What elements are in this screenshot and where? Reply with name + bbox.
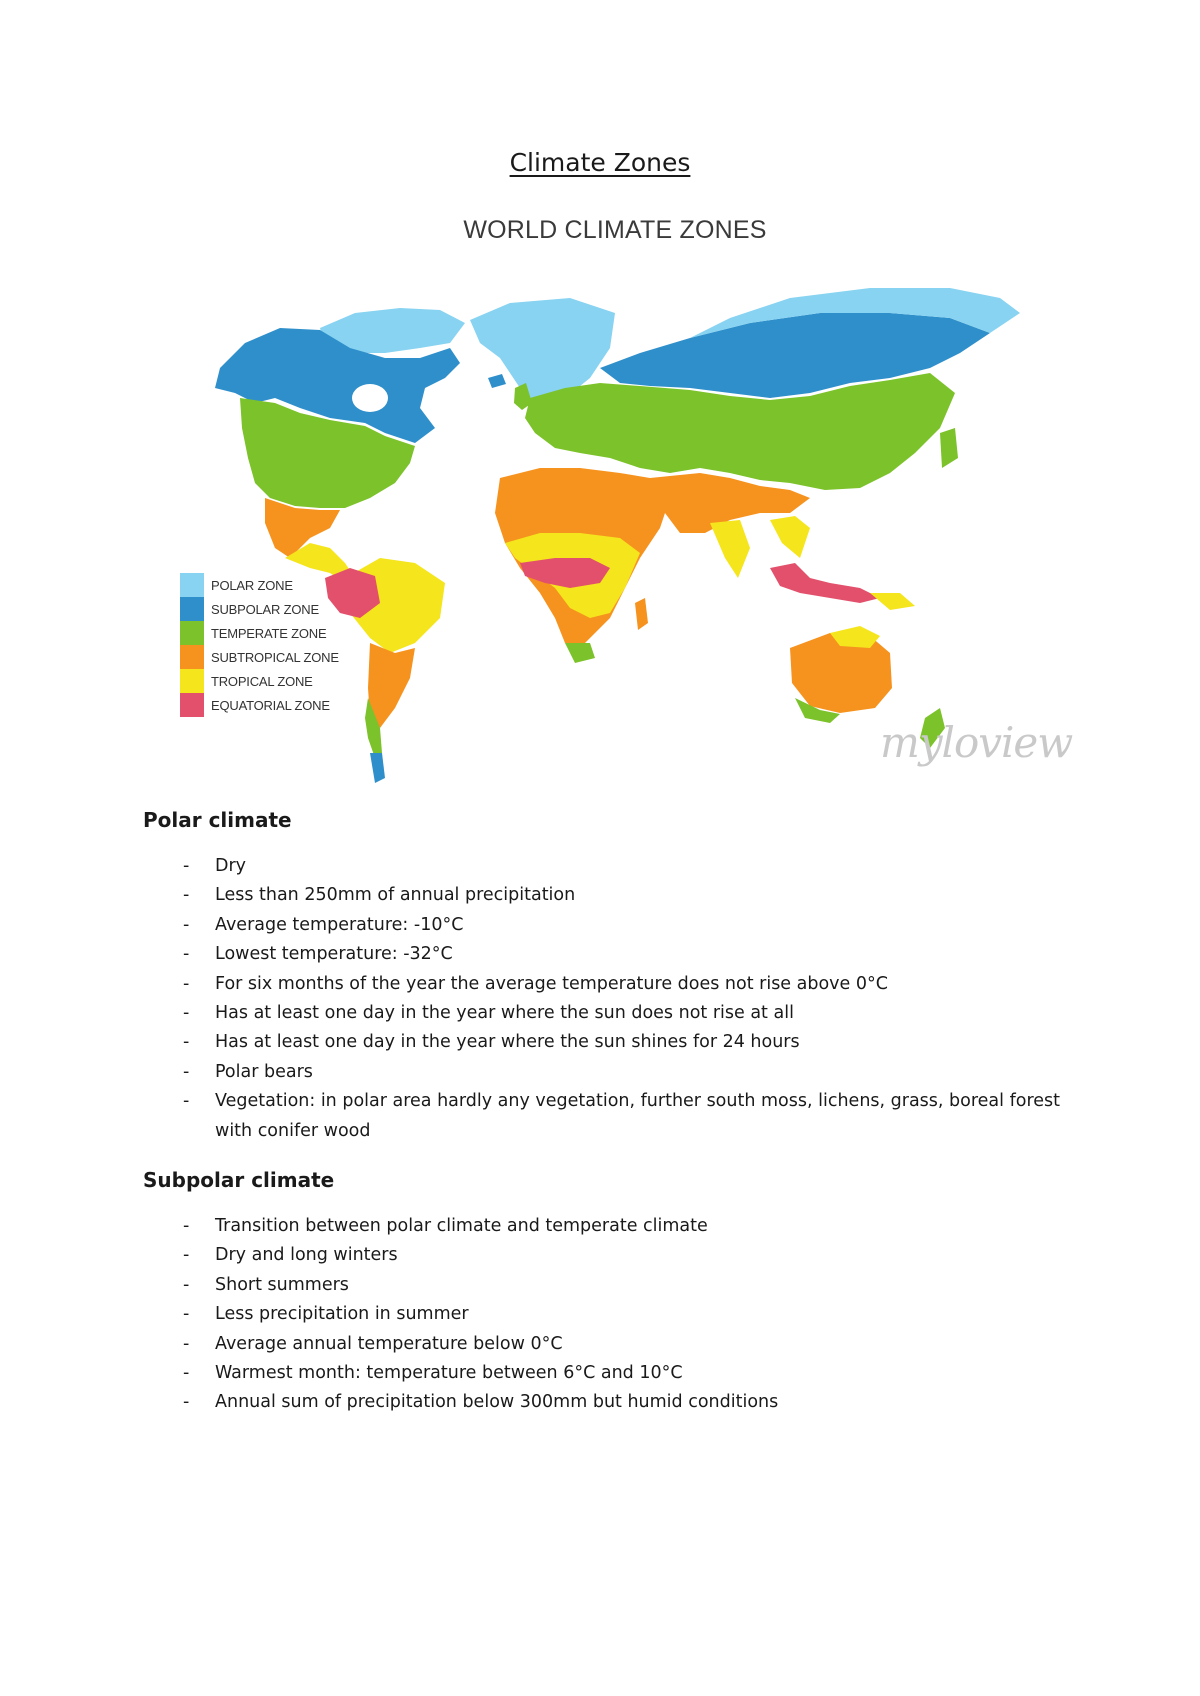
watermark-logo: myloview	[880, 718, 1073, 767]
legend-swatch	[180, 645, 204, 669]
list-item: - Dry	[183, 856, 247, 876]
legend-label: TEMPERATE ZONE	[211, 625, 327, 641]
section-polar-climate	[143, 808, 1063, 1146]
map-heading: WORLD CLIMATE ZONES	[463, 216, 767, 244]
se-asia-tropical	[770, 516, 810, 558]
list-item: - Polar bears	[183, 1061, 313, 1082]
world-climate-map-figure	[170, 208, 1073, 798]
list-item: - Short summers	[183, 1274, 349, 1295]
legend-label: SUBPOLAR ZONE	[211, 601, 319, 617]
legend-item-temperate	[180, 621, 339, 645]
new-guinea-tropical	[870, 593, 915, 610]
legend-swatch	[180, 573, 204, 597]
legend-label: POLAR ZONE	[211, 577, 293, 593]
legend-label: EQUATORIAL ZONE	[211, 697, 330, 713]
africa-temperate	[565, 643, 595, 663]
list-item: - Less precipitation in summer	[183, 1304, 469, 1325]
list-item: - Has at least one day in the year where the sun does not rise at all	[183, 1003, 794, 1024]
indonesia-equatorial	[770, 563, 880, 603]
hudson-bay	[352, 384, 388, 412]
list-item: - Lowest temperature: -32°C	[183, 944, 453, 965]
document-title: Climate Zones	[509, 148, 691, 177]
iceland-subpolar	[488, 374, 506, 388]
south-america-subtropical	[368, 643, 415, 728]
india-tropical	[710, 520, 750, 578]
legend-item-tropical	[180, 669, 339, 693]
list-item: - Average annual temperature below 0°C	[183, 1333, 563, 1354]
list-item: - Vegetation: in polar area hardly any vegetation, further south moss, lichens, grass, boreal forest with conifer wood	[183, 1091, 1060, 1141]
south-america-subpolar	[370, 753, 385, 783]
section-heading: Subpolar climate	[143, 1168, 335, 1192]
list-item: - Warmest month: temperature between 6°C and 10°C	[183, 1363, 683, 1384]
list-item: - Less than 250mm of annual precipitation	[183, 885, 576, 906]
bullet-list	[143, 852, 1063, 1146]
legend-item-subtropical	[180, 645, 339, 669]
list-item: - Annual sum of precipitation below 300mm but humid conditions	[183, 1392, 779, 1413]
list-item: - For six months of the year the average temperature does not rise above 0°C	[183, 973, 888, 994]
legend-label: SUBTROPICAL ZONE	[211, 649, 339, 665]
japan-temperate	[940, 428, 958, 468]
world-map-illustration	[170, 258, 1060, 798]
list-item: - Transition between polar climate and temperate climate	[183, 1216, 708, 1236]
legend-swatch	[180, 621, 204, 645]
legend-label: TROPICAL ZONE	[211, 673, 313, 689]
legend-item-equatorial	[180, 693, 339, 717]
map-legend	[180, 573, 339, 717]
madagascar-subtropical	[635, 598, 648, 630]
legend-swatch	[180, 669, 204, 693]
section-heading: Polar climate	[143, 808, 292, 832]
legend-swatch	[180, 693, 204, 717]
section-subpolar-climate	[143, 1168, 1063, 1418]
legend-swatch	[180, 597, 204, 621]
list-item: - Has at least one day in the year where the sun shines for 24 hours	[183, 1032, 800, 1053]
list-item: - Dry and long winters	[183, 1245, 398, 1266]
bullet-list	[143, 1212, 1063, 1418]
list-item: - Average temperature: -10°C	[183, 914, 464, 935]
legend-item-polar	[180, 573, 339, 597]
legend-item-subpolar	[180, 597, 339, 621]
